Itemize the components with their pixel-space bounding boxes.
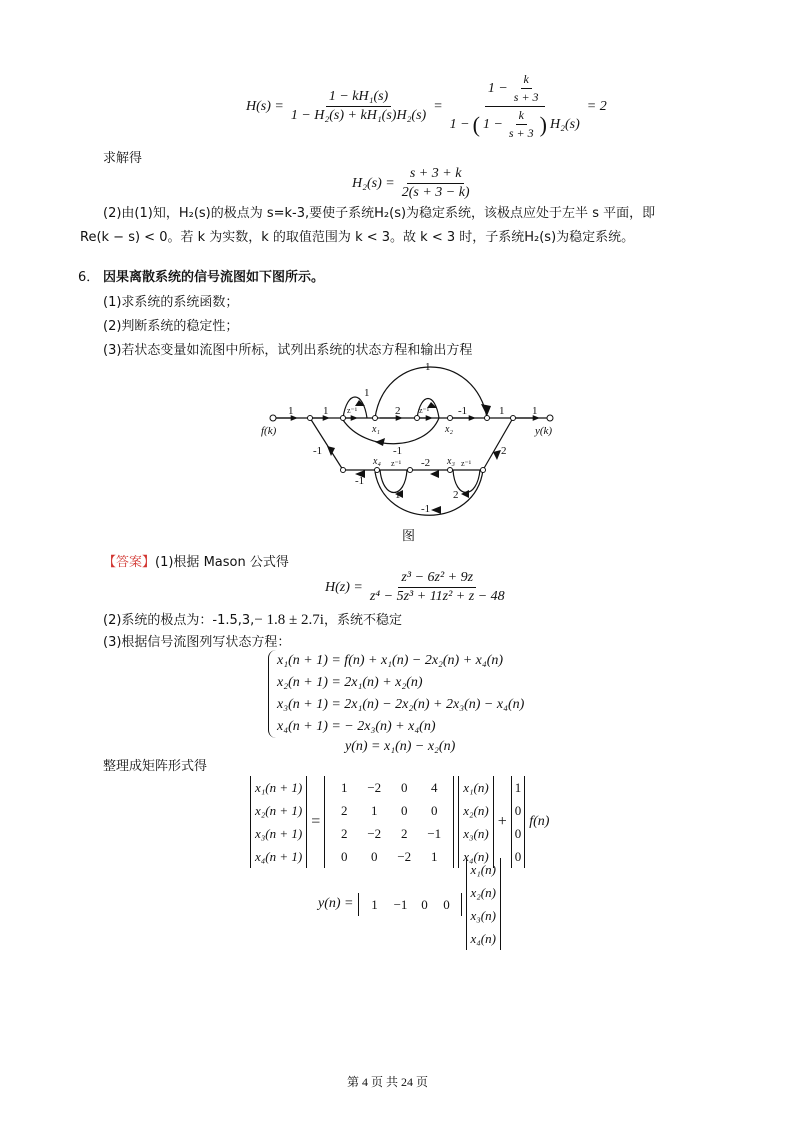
b-2: 0: [514, 803, 522, 818]
hs-frac2-num-one: 1 −: [487, 80, 508, 96]
a-43: −2: [397, 849, 412, 864]
c-vector: [358, 893, 462, 916]
b-1: 1: [514, 780, 522, 795]
hs-frac2-num-s: s + 3: [513, 90, 539, 104]
state-eq-3: x₃(n + 1) = 2x₁(n) − 2x₂(n) + 2x₃(n) − x₄(n): [277, 697, 525, 712]
gain-out2: 1: [532, 405, 538, 417]
state-x3: x₃: [447, 456, 455, 467]
a-13: 0: [401, 780, 408, 795]
right-branch: [483, 418, 513, 470]
zinv-1: z⁻¹: [347, 406, 358, 415]
state-equations: [268, 650, 524, 738]
x-vector: [458, 776, 493, 868]
lhs-vec-3: x₃(n + 1): [255, 826, 303, 841]
hz-lhs: H(z) =: [325, 579, 363, 595]
arc-top: [375, 367, 487, 418]
state-x1: x₁: [372, 424, 380, 435]
x2-vec-4: x₄(n): [470, 931, 496, 946]
a-41: 0: [341, 849, 348, 864]
state-eq-2: x₂(n + 1) = 2x₁(n) + x₂(n): [277, 675, 423, 690]
x-vec-3: x₃(n): [463, 826, 489, 841]
para-2-line2: Re(k − s) < 0。若 k 为实数，k 的取值范围为 k < 3。故 k < 3 时，子系统H₂(s)为稳定系统。: [80, 230, 635, 245]
hs-frac1-den: 1 − H₂(s) + kH₁(s)H₂(s): [290, 108, 427, 123]
q6-number: 6．: [78, 270, 100, 285]
zinv-2: z⁻¹: [419, 406, 430, 415]
y-lhs: y(n) =: [318, 896, 354, 911]
state-x2: x₂: [445, 424, 453, 435]
hz-fraction: [367, 570, 508, 605]
q6-item-3: (3)若状态变量如流图中所标，试列出系统的状态方程和输出方程: [103, 343, 473, 358]
hs-frac2-den-inner: [506, 108, 537, 141]
b-vector: [511, 776, 526, 868]
back-path-mid: [343, 418, 439, 444]
gain-mid-back: -1: [393, 445, 403, 457]
x-vector-2: [466, 858, 501, 950]
c-2: −1: [393, 896, 408, 912]
hs-frac2-num-inner: [511, 72, 542, 105]
answer-line2: [103, 611, 402, 630]
matrix-equals: =: [311, 813, 321, 830]
gain-bottom-left: -1: [355, 475, 365, 487]
hs-frac1-num: 1 − kH₁(s): [326, 89, 391, 107]
a-42: 0: [371, 849, 378, 864]
state-x4: x₄: [373, 456, 381, 467]
b-4: 0: [514, 849, 522, 864]
answer-line2-suffix: ，系统不稳定: [323, 613, 402, 628]
a-22: 1: [371, 803, 378, 818]
lhs-vec-2: x₂(n + 1): [255, 803, 303, 818]
hs-frac2-den-one: 1 −: [449, 116, 470, 132]
a-34: −1: [427, 826, 442, 841]
x-vec-2: x₂(n): [463, 803, 489, 818]
hs-fraction-1: [288, 89, 429, 124]
hs-frac2-den: 1 − ( 1 − $\frac{k}{s + 3}$ ) H₂(s): [449, 108, 580, 140]
lhs-vec-1: x₁(n + 1): [255, 780, 303, 795]
signal-flow-diagram: [255, 360, 565, 520]
answer-line1-text: (1)根据 Mason 公式得: [155, 555, 289, 570]
hs-frac2-num-k: k: [521, 72, 532, 89]
answer-line2-poles: − 1.8 ± 2.7i: [254, 612, 324, 628]
x-vec-4: x₄(n): [463, 849, 489, 864]
answer-line3: (3)根据信号流图列写状态方程：: [103, 635, 291, 650]
c-4: 0: [443, 896, 450, 912]
page-footer: 第 4 页 共 24 页: [347, 1075, 429, 1089]
a-24: 0: [431, 803, 438, 818]
equation-hs: [246, 72, 607, 141]
answer-line2-prefix: (2)系统的极点为：-1.5,3,: [103, 613, 255, 628]
equation-h2: [352, 166, 473, 201]
hz-den: z⁴ − 5z³ + 11z² + z − 48: [369, 589, 505, 604]
gain-in2: 1: [323, 405, 329, 417]
hz-num: z³ − 6z² + 9z: [398, 570, 476, 588]
gain-bottom-m2: -2: [421, 457, 431, 469]
a-11: 1: [341, 780, 348, 795]
hs-lhs: H(s) =: [246, 98, 284, 114]
matrix-plus: +: [497, 813, 507, 830]
left-branch: [310, 418, 343, 470]
gain-loop-b2: 2: [453, 489, 459, 501]
a-21: 2: [341, 803, 348, 818]
matrix-A: [324, 776, 454, 868]
c-1: 1: [371, 896, 378, 912]
gain-right-down: 2: [501, 445, 507, 457]
a-44: 1: [431, 849, 438, 864]
q6-item-2: (2)判断系统的稳定性；: [103, 319, 239, 334]
state-eq-1: x₁(n + 1) = f(n) + x₁(n) − 2x₂(n) + x₄(n): [277, 653, 504, 668]
hs-frac2-den-s: s + 3: [508, 126, 534, 140]
x2-vec-1: x₁(n): [470, 862, 496, 877]
hs-frac2-den-k: k: [516, 108, 527, 125]
diagram-output: y(k): [535, 425, 553, 437]
state-eq-4: x₄(n + 1) = − 2x₃(n) + x₄(n): [277, 719, 436, 734]
equation-hz: [325, 570, 508, 605]
gain-loop-top1: 1: [364, 387, 370, 399]
hs-fraction-2: [447, 72, 583, 141]
matrix-equation: [250, 776, 549, 868]
a-23: 0: [401, 803, 408, 818]
gain-m1: -1: [458, 405, 468, 417]
hs-equals: =: [433, 98, 443, 114]
gain-arc-top: 1: [425, 361, 431, 373]
output-equation: y(n) = x₁(n) − x₂(n): [345, 739, 456, 754]
q6-item-1: (1)求系统的系统函数；: [103, 295, 239, 310]
a-32: −2: [367, 826, 382, 841]
diagram-caption: 图: [402, 529, 416, 544]
lhs-vec-4: x₄(n + 1): [255, 849, 303, 864]
zinv-4: z⁻¹: [461, 459, 472, 468]
gain-out1: 1: [499, 405, 505, 417]
x2-vec-2: x₂(n): [470, 885, 496, 900]
gain-in1: 1: [288, 405, 294, 417]
output-matrix-equation: [318, 858, 501, 950]
f-label: f(n): [529, 814, 550, 829]
matrix-label: 整理成矩阵形式得: [103, 759, 208, 774]
a-12: −2: [367, 780, 382, 795]
hs-frac2-den-one-b: 1 −: [482, 116, 503, 132]
h2-lhs: H₂(s) =: [352, 175, 395, 191]
diagram-input: f(k): [261, 425, 277, 437]
answer-tag: 【答案】: [103, 555, 156, 570]
x-vec-1: x₁(n): [463, 780, 489, 795]
h2-num: s + 3 + k: [407, 166, 465, 184]
gain-loop-b1: 1: [395, 489, 401, 501]
para-2-line1: (2)由(1)知，H₂(s)的极点为 s=k-3,要使子系统H₂(s)为稳定系统，该极点应处于左半 s 平面，即: [103, 206, 656, 221]
answer-line1: [103, 554, 289, 572]
hs-rhs: = 2: [586, 98, 607, 114]
loop-x4: [380, 470, 407, 493]
gain-arc-bottom: -1: [421, 503, 431, 515]
c-3: 0: [421, 896, 428, 912]
h2-fraction: [399, 166, 473, 201]
gain-left-up: -1: [313, 445, 323, 457]
h2-den: 2(s + 3 − k): [401, 185, 470, 200]
solve-label: 求解得: [103, 151, 143, 166]
x2-vec-3: x₃(n): [470, 908, 496, 923]
a-14: 4: [431, 780, 438, 795]
hs-frac2-den-h2: H₂(s): [550, 116, 580, 132]
a-33: 2: [401, 826, 408, 841]
b-3: 0: [514, 826, 522, 841]
zinv-3: z⁻¹: [391, 459, 402, 468]
hs-frac2-num: [485, 72, 545, 107]
lhs-vector: [250, 776, 307, 868]
q6-title: 因果离散系统的信号流图如下图所示。: [103, 270, 325, 285]
gain-2: 2: [395, 405, 401, 417]
a-31: 2: [341, 826, 348, 841]
